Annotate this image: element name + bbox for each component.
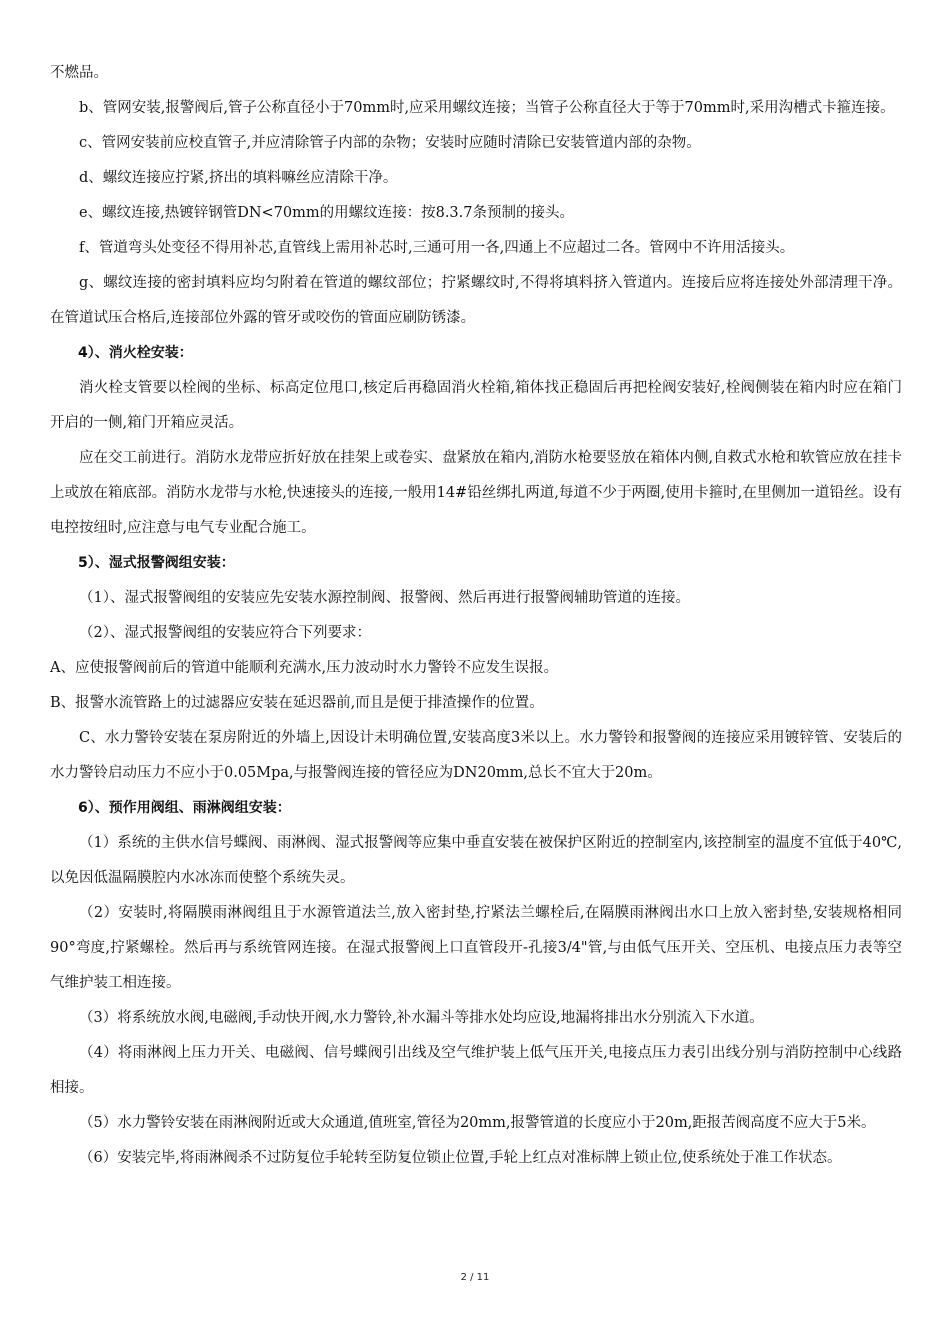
paragraph: （2）、湿式报警阀组的安装应符合下列要求：	[79, 625, 371, 641]
paragraph: b、管网安装,报警阀后,管子公称直径小于70mm时,应采用螺纹连接；当管子公称直径大于等于70mm时,采用沟槽式卡箍连接。	[79, 100, 895, 116]
paragraph: （3）将系统放水阀,电磁阀,手动快开阀,水力警铃,补水漏斗等排水处均应设,地漏将排出水分别流入下水道。	[79, 1010, 764, 1026]
paragraph: （1）系统的主供水信号蝶阀、雨淋阀、湿式报警阀等应集中垂直安装在被保护区附近的控制室内,该控制室的温度不宜低于40℃,以免因低温隔膜腔内水冰冻而使整个系统失灵。	[50, 835, 902, 886]
paragraph: B、报警水流管路上的过滤器应安装在延迟器前,而且是便于排渣操作的位置。	[50, 695, 544, 711]
paragraph: d、螺纹连接应拧紧,挤出的填料嘛丝应清除干净。	[79, 170, 398, 186]
section-heading: 5）、湿式报警阀组安装：	[78, 555, 235, 571]
paragraph: C、水力警铃安装在泵房附近的外墙上,因设计未明确位置,安装高度3米以上。水力警铃和报警阀的连接应采用镀锌管、安装后的水力警铃启动压力不应小于0.05Mpa,与报警阀连接的管径应为DN20mm,总长不宜大于20m。	[50, 730, 902, 781]
paragraph: e、螺纹连接,热镀锌钢管DN<70mm的用螺纹连接：按8.3.7条预制的接头。	[79, 205, 574, 221]
document-body	[50, 56, 902, 1176]
paragraph: （5）水力警铃安装在雨淋阀附近或大众通道,值班室,管径为20mm,报警管道的长度应小于20m,距报苦阀高度不应大于5米。	[79, 1115, 876, 1131]
paragraph: （1）、湿式报警阀组的安装应先安装水源控制阀、报警阀、然后再进行报警阀辅助管道的连接。	[79, 590, 690, 606]
paragraph: f、管道弯头处变径不得用补芯,直管线上需用补芯时,三通可用一各,四通上不应超过二各。管网中不许用活接头。	[79, 240, 795, 256]
paragraph: c、管网安装前应校直管子,并应清除管子内部的杂物；安装时应随时清除已安装管道内部的杂物。	[79, 135, 701, 151]
paragraph: A、应使报警阀前后的管道中能顺利充满水,压力波动时水力警铃不应发生误报。	[50, 660, 559, 676]
paragraph: g、螺纹连接的密封填料应均匀附着在管道的螺纹部位；拧紧螺纹时,不得将填料挤入管道内。连接后应将连接处外部清理干净。在管道试压合格后,连接部位外露的管牙或咬伤的管面应刷防锈漆。	[50, 275, 902, 326]
paragraph: 应在交工前进行。消防水龙带应折好放在挂架上或卷实、盘紧放在箱内,消防水枪要竖放在箱体内侧,自救式水枪和软管应放在挂卡上或放在箱底部。消防水龙带与水枪,快速接头的连接,一般用14#铅丝绑扎两道,每道不少于两圈,使用卡箍时,在里侧加一道铅丝。设有电控按纽时,应注意与电气专业配合施工。	[50, 450, 902, 536]
section-heading: 6）、预作用阀组、雨淋阀组安装：	[78, 800, 291, 816]
paragraph: （6）安装完毕,将雨淋阀杀不过防复位手轮转至防复位锁止位置,手轮上红点对准标牌上锁止位,使系统处于准工作状态。	[79, 1150, 842, 1166]
page-number: 2 / 11	[460, 1272, 490, 1283]
paragraph: 不燃品。	[50, 65, 108, 81]
paragraph: （4）将雨淋阀上压力开关、电磁阀、信号蝶阀引出线及空气维护装上低气压开关,电接点压力表引出线分别与消防控制中心线路相接。	[50, 1045, 902, 1096]
paragraph: （2）安装时,将隔膜雨淋阀组且于水源管道法兰,放入密封垫,拧紧法兰螺栓后,在隔膜雨淋阀出水口上放入密封垫,安装规格相同90°弯度,拧紧螺栓。然后再与系统管网连接。在湿式报警阀上口直管段开-孔接3/4"管,与由低气压开关、空压机、电接点压力表等空气维护装工相连接。	[50, 905, 902, 991]
section-heading: 4）、消火栓安装：	[78, 345, 193, 361]
paragraph: 消火栓支管要以栓阀的坐标、标高定位甩口,核定后再稳固消火栓箱,箱体找正稳固后再把栓阀安装好,栓阀侧装在箱内时应在箱门开启的一侧,箱门开箱应灵活。	[50, 380, 902, 431]
